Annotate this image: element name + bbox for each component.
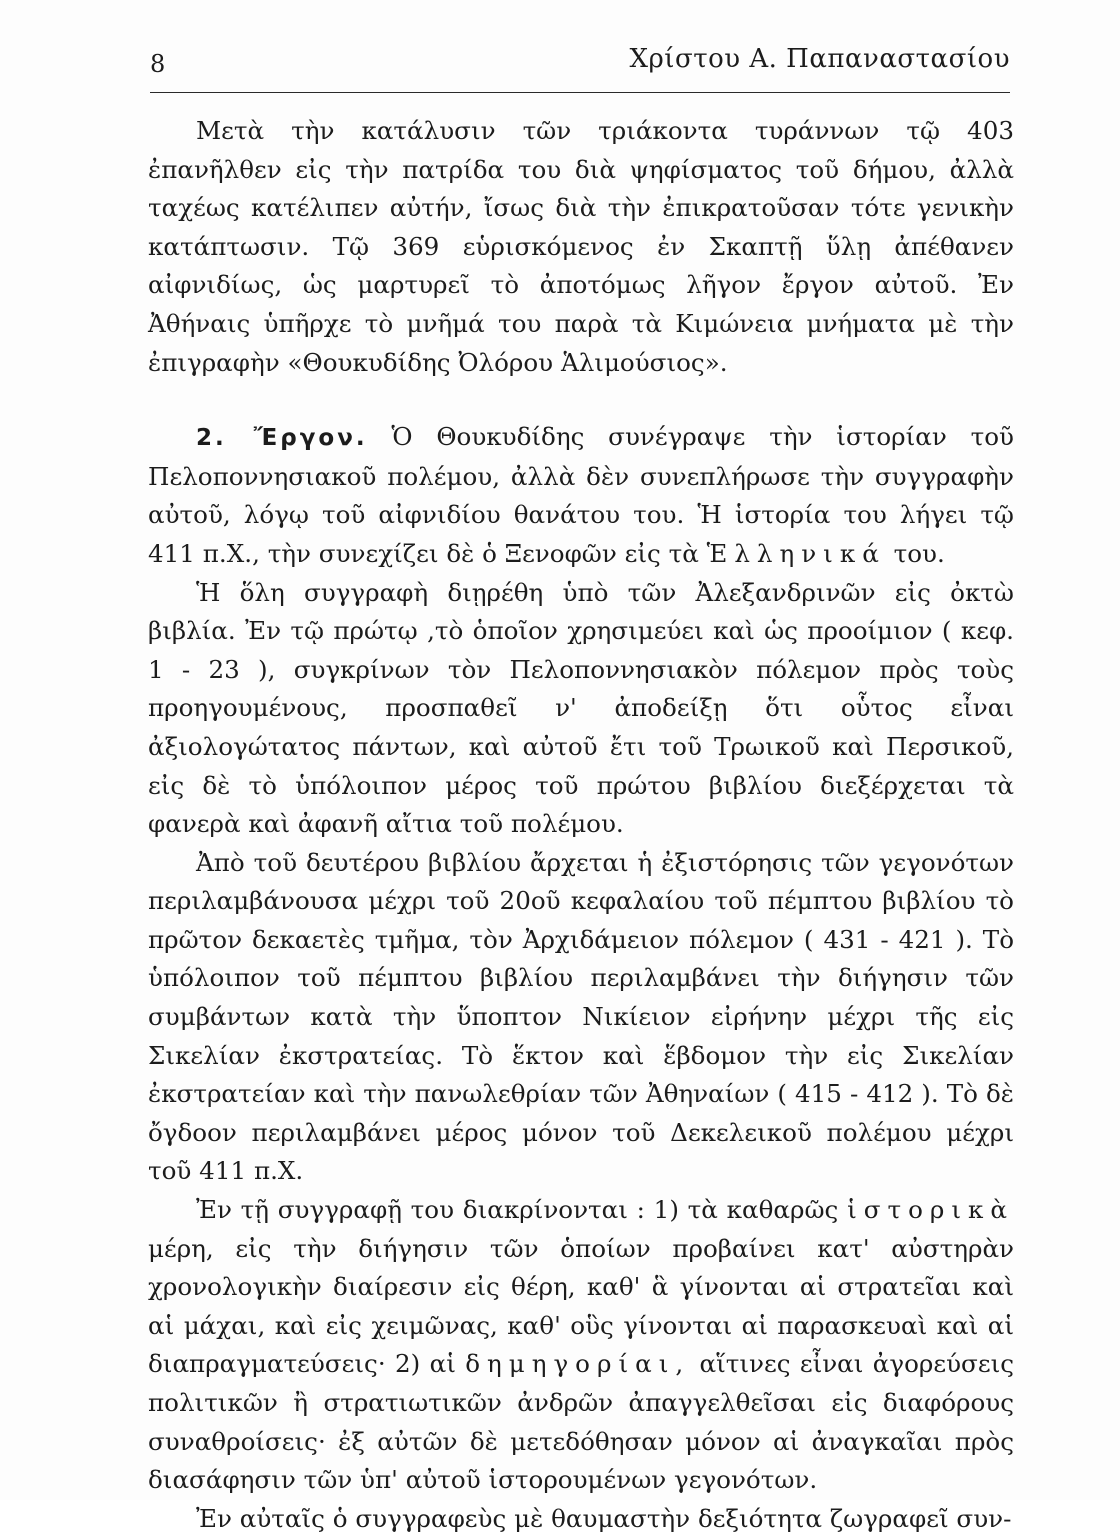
paragraph-5 xyxy=(148,1191,1014,1500)
paragraph-2 xyxy=(148,418,1014,573)
paragraph-4: Ἀπὸ τοῦ δευτέρου βιβλίου ἄρχεται ἡ ἐξιστόρησις τῶν γεγονότων περιλαμβάνουσα μέχρι τοῦ 20οῦ κεφαλαίου τοῦ πέμπτου βιβλίου τὸ πρῶτον δεκαετὲς τμῆμα, τὸν Ἀρχιδάμειον πόλεμον ( 431 - 421 ). Τὸ ὑπόλοιπον τοῦ πέμπτου βιβλίου περιλαμβάνει τὴν διήγησιν τῶν συμβάντων κατὰ τὴν ὕποπτον Νικίειον εἰρήνην μέχρι τῆς εἰς Σικελίαν ἐκστρατείας. Τὸ ἕκτον καὶ ἕβδομον τὴν εἰς Σικελίαν ἐκστρατείαν καὶ τὴν πανωλεθρίαν τῶν Ἀθηναίων ( 415 - 412 ). Τὸ δὲ ὄγδοον περιλαμβάνει μέρος μόνον τοῦ Δεκελεικοῦ πολέμου μέχρι τοῦ 411 π.Χ. xyxy=(148,847,1014,1186)
page-header xyxy=(150,38,1010,86)
paragraph-1: Μετὰ τὴν κατάλυσιν τῶν τριάκοντα τυράννων τῷ 403 ἐπανῆλθεν εἰς τὴν πατρίδα του διὰ ψηφίσματος τοῦ δήμου, ἀλλὰ ταχέως κατέλιπεν αὐτήν, ἴσως διὰ τὴν ἐπικρατοῦσαν τότε γενικὴν κατάπτωσιν. Τῷ 369 εὑρισκόμενος ἐν Σκαπτῇ ὕλῃ ἀπέθανεν αἰφνιδίως, ὡς μαρτυρεῖ τὸ ἀποτόμως λῆγον ἔργον αὐτοῦ. Ἐν Ἀθήναις ὑπῆρχε τὸ μνῆμά του παρὰ τὰ Κιμώνεια μνήματα μὲ τὴν ἐπιγραφὴν «Θουκυδίδης Ὀλόρου Ἁλιμούσιος». xyxy=(148,116,1014,377)
body-text xyxy=(148,112,1014,1538)
section-heading-ergon: 2. Ἔργον. xyxy=(196,425,368,452)
running-head: Χρίστου Α. Παπαναστασίου xyxy=(629,44,1010,74)
paragraph-3: Ἡ ὅλη συγγραφὴ διῃρέθη ὑπὸ τῶν Ἀλεξανδρινῶν εἰς ὀκτὼ βιβλία. Ἐν τῷ πρώτῳ ,τὸ ὁποῖον χρησιμεύει καὶ ὡς προοίμιον ( κεφ. 1 - 23 ), συγκρίνων τὸν Πελοποννησιακὸν πόλεμον πρὸς τοὺς προηγουμένους, προσπαθεῖ ν' ἀποδείξῃ ὅτι οὗτος εἶναι ἀξιολογώτατος πάντων, καὶ αὐτοῦ ἔτι τοῦ Τρωικοῦ καὶ Περσικοῦ, εἰς δὲ τὸ ὑπόλοιπον μέρος τοῦ πρώτου βιβλίου διεξέρχεται τὰ φανερὰ καὶ ἀφανῆ αἴτια τοῦ πολέμου. xyxy=(148,577,1014,839)
term-hellenika: Ἑλληνικά xyxy=(706,538,886,568)
term-demegoriai: δημηγορίαι, xyxy=(465,1349,691,1379)
term-historika: ἱστορικὰ xyxy=(847,1195,1014,1225)
paragraph-6: Ἐν αὐταῖς ὁ συγγραφεὺς μὲ θαυμαστὴν δεξιότητα ζωγραφεῖ συν- xyxy=(196,1503,1012,1533)
paragraph-2-text-a: Ὁ Θουκυδίδης συνέγραψε τὴν ἱστορίαν τοῦ Πελοποννησιακοῦ πολέμου, ἀλλὰ δὲν συνεπλήρωσε τὴν συγγραφὴν αὐτοῦ, λόγῳ τοῦ αἰφνιδίου θανάτου του. Ἡ ἱστορία του λήγει τῷ 411 π.Χ., τὴν συνεχίζει δὲ ὁ Ξενοφῶν εἰς τὰ xyxy=(148,422,1014,568)
header-rule xyxy=(150,92,1010,93)
paragraph-5-text-a: Ἐν τῇ συγγραφῇ του διακρίνονται : 1) τὰ καθαρῶς xyxy=(196,1195,848,1225)
paragraph-5-text-c: αἵτινες εἶναι ἀγορεύσεις πολιτικῶν ἢ στρατιωτικῶν ἀνδρῶν ἀπαγγελθεῖσαι εἰς διαφόρους συναθροίσεις· ἐξ αὐτῶν δὲ μετεδόθησαν μόνον αἱ ἀναγκαῖαι πρὸς διασάφησιν τῶν ὑπ' αὐτοῦ ἱστορουμένων γεγονότων. xyxy=(148,1349,1014,1495)
paragraph-2-text-b: του. xyxy=(885,538,945,568)
paragraph-5-text-b: μέρη, εἰς τὴν διήγησιν τῶν ὁποίων προβαίνει κατ' αὐστηρὰν χρονολογικὴν διαίρεσιν εἰς θέρη, καθ' ἃ γίνονται αἱ στρατεῖαι καὶ αἱ μάχαι, καὶ εἰς χειμῶνας, καθ' οὓς γίνονται αἱ παρασκευαὶ καὶ αἱ διαπραγματεύσεις· 2) αἱ xyxy=(148,1233,1014,1379)
page-number: 8 xyxy=(150,50,166,78)
